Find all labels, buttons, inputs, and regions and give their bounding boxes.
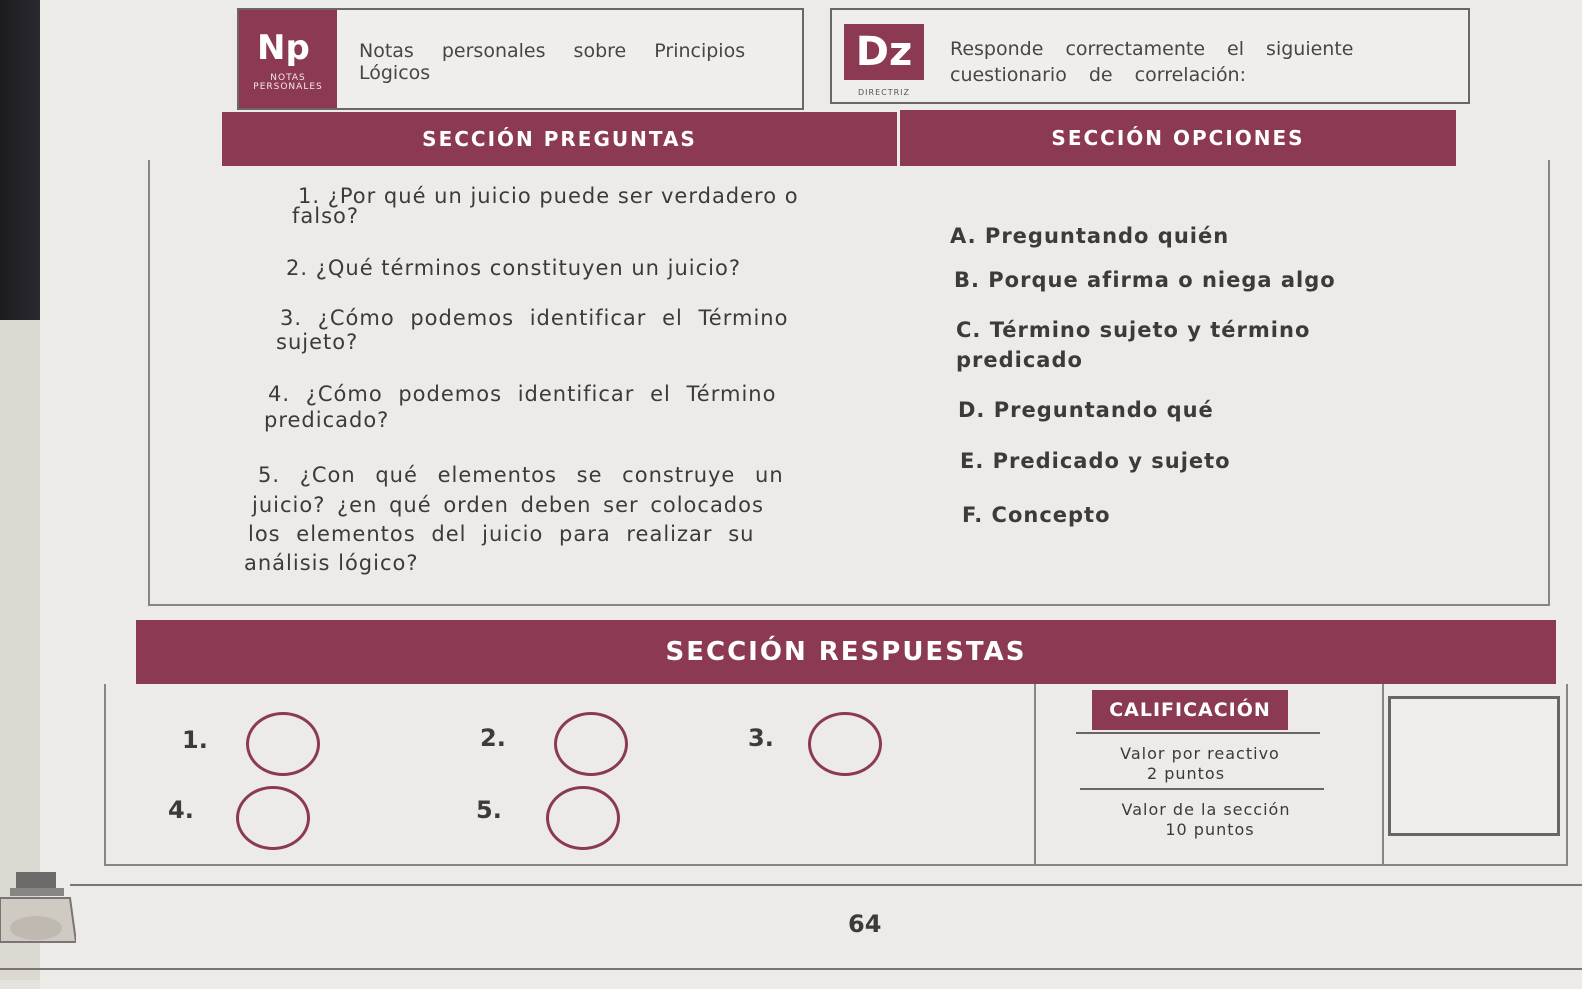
question-3: 3. ¿Cómo podemos identificar el Término [280, 306, 789, 330]
option-c-cont: predicado [956, 348, 1083, 372]
question-1: 1. ¿Por qué un juicio puede ser verdadero o [298, 184, 799, 208]
answer-5-label: 5. [476, 796, 502, 824]
dz-logo [832, 10, 928, 102]
grading-rule-2 [1080, 788, 1324, 790]
personal-notes-line2: Lógicos [359, 62, 431, 84]
footer-rule-lower [0, 968, 1582, 970]
grade-input-box[interactable] [1388, 696, 1560, 836]
ink-jar-icon [0, 868, 76, 948]
question-5-cont1: juicio? ¿en qué orden deben ser colocados [252, 493, 764, 517]
question-4: 4. ¿Cómo podemos identificar el Término [268, 382, 777, 406]
grading-rule-1 [1076, 732, 1320, 734]
answer-3-label: 3. [748, 724, 774, 752]
question-5: 5. ¿Con qué elementos se construye un [258, 463, 784, 487]
question-4-cont: predicado? [264, 408, 390, 432]
answer-1-label: 1. [182, 726, 208, 754]
answer-5-field[interactable] [546, 786, 620, 850]
personal-notes-text [359, 40, 789, 84]
question-5-cont3: análisis lógico? [244, 551, 419, 575]
answer-4-label: 4. [168, 796, 194, 824]
answer-2-label: 2. [480, 724, 506, 752]
personal-notes-box [237, 8, 804, 110]
question-5-cont2: los elementos del juicio para realizar su [248, 522, 755, 546]
np-logo-text: Np [257, 28, 310, 68]
answers-section-header: SECCIÓN RESPUESTAS [136, 620, 1556, 684]
answer-2-field[interactable] [554, 712, 628, 776]
option-e: E. Predicado y sujeto [960, 449, 1231, 473]
page-number: 64 [848, 910, 882, 938]
directive-box [830, 8, 1470, 104]
options-section-header: SECCIÓN OPCIONES [900, 110, 1456, 166]
grade-divider [1382, 684, 1384, 864]
option-b: B. Porque afirma o niega algo [954, 268, 1336, 292]
np-logo [239, 10, 337, 108]
question-1-cont: falso? [292, 204, 360, 228]
directive-text: Responde correctamente el siguiente cuestionario de correlación: [950, 38, 1354, 86]
footer-rule [70, 884, 1582, 886]
answer-4-field[interactable] [236, 786, 310, 850]
grading-title: CALIFICACIÓN [1092, 690, 1288, 730]
question-2: 2. ¿Qué términos constituyen un juicio? [286, 256, 742, 280]
personal-notes-line1: Notas personales sobre Principios [359, 40, 746, 62]
answer-3-field[interactable] [808, 712, 882, 776]
option-d: D. Preguntando qué [958, 398, 1214, 422]
dz-logo-subtitle: DIRECTRIZ [857, 88, 910, 97]
section-points-value: 10 puntos [1165, 820, 1255, 839]
points-per-item-label: Valor por reactivo [1120, 744, 1280, 763]
section-points-label: Valor de la sección [1121, 800, 1291, 819]
dz-logo-text: Dz [844, 24, 924, 80]
question-3-cont: sujeto? [276, 330, 359, 354]
points-per-item-value: 2 puntos [1146, 764, 1226, 783]
questions-section-header: SECCIÓN PREGUNTAS [222, 112, 897, 166]
answer-1-field[interactable] [246, 712, 320, 776]
option-a: A. Preguntando quién [950, 224, 1230, 248]
answers-divider [1034, 684, 1036, 864]
option-f: F. Concepto [962, 503, 1111, 527]
np-logo-subtitle: NOTAS PERSONALES [253, 73, 323, 92]
option-c: C. Término sujeto y término [956, 318, 1311, 342]
